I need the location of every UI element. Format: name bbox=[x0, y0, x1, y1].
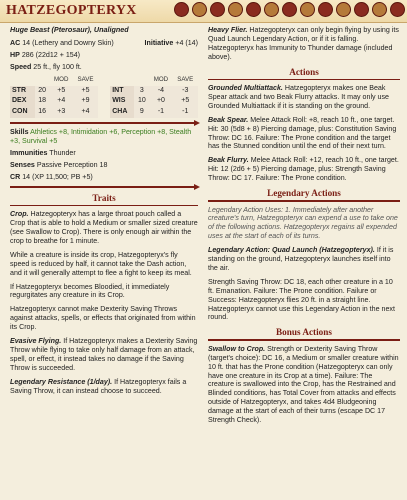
ac-initiative-row: AC 14 (Lethery and Downy Skin) Initiative +4 (14) bbox=[10, 38, 198, 47]
legendary-entry: Strength Saving Throw: DC 18, each other creature in a 10 ft. Emanation. Failure: The Prone condition. Failure or Success: Hatzegopteryx flies 20 ft. in a straight line. Hatzegopteryx cannot use this Legendary Action in the next round. bbox=[208, 277, 395, 322]
gear-icon[interactable] bbox=[282, 2, 297, 17]
tome-icon[interactable] bbox=[390, 2, 405, 17]
hit-points: 286 (22d12 + 154) bbox=[21, 50, 81, 59]
star-icon[interactable] bbox=[318, 2, 333, 17]
action-entry[interactable]: Beak Flurry. Melee Attack Roll: +12, reach 10 ft., one target. Hit: 12 (2d6 + 5) Piercing damage, plus: Strength Saving Throw: DC 17. Failure: The Prone condition. bbox=[208, 156, 399, 183]
toolbar-icons bbox=[174, 2, 405, 17]
legendary-header: Legendary Actions bbox=[267, 188, 341, 199]
trait-entry: Crop. Hatzegopteryx has a large throat pouch called a Crop that is able to hold a Medium or smaller sized creature (see Swallow to Crop). There is only enough air within the crop to breathe for 1 minute. bbox=[10, 210, 198, 245]
ability-row: DEX 18 +4 +9 WIS 10 +0 +5 bbox=[10, 96, 198, 107]
trait-entry: Hatzegopteryx cannot make Dexterity Saving Throws against attacks, spells, or effects that originated from within its Crop. bbox=[10, 305, 196, 332]
ability-row: STR 20 +5 +5 INT 3 -4 -3 bbox=[10, 86, 198, 97]
trait-entry: If Hatzegopteryx becomes Bloodied, it immediately regurgitates any creature in its Crop. bbox=[10, 282, 170, 300]
action-entry[interactable]: Beak Spear. Melee Attack Roll: +8, reach 10 ft., one target. Hit: 30 (5d8 + 8) Piercing damage, plus: Constitution Saving Throw: DC 16. Failure: The Prone condition and the target has the Stunned condition until the end of their next turn. bbox=[208, 115, 397, 151]
actions-header: Actions bbox=[289, 66, 319, 77]
ability-row: CON 16 +3 +4 CHA 9 -1 -1 bbox=[10, 107, 198, 118]
legendary-intro: Legendary Action Uses: 1. Immediately after another creature's turn, Hatzegopteryx can expend a use to take one of the following actions. Hatzegopteryx regains all expended uses at the start of each of its turns. bbox=[208, 205, 398, 241]
ability-table: MOD SAVE MOD SAVE STR 20 +5 +5 INT 3 -4 -3 DEX 18 +4 +9 WIS 10 +0 +5 CON 16 +3 +4 CHA 9 -1 -1 bbox=[10, 75, 198, 119]
monster-title: HATZEGOPTERYX bbox=[6, 3, 137, 18]
divider bbox=[10, 122, 198, 124]
scroll-icon-2[interactable] bbox=[264, 2, 279, 17]
skills[interactable]: Athletics +8, Intimidation +6, Perception +8, Stealth +3, Survival +5 bbox=[10, 128, 192, 146]
right-column bbox=[208, 26, 400, 430]
divider bbox=[10, 186, 198, 188]
scroll-icon[interactable] bbox=[174, 2, 189, 17]
map-icon[interactable] bbox=[210, 2, 225, 17]
trait-entry: While a creature is inside its crop, Hatzegopteryx's fly speed is reduced by half, it cannot take the Dash action, and it will generally attempt to flee a fight to keep its meal. bbox=[10, 250, 192, 277]
left-column: Huge Beast (Pterosaur), Unaligned AC 14 (Lethery and Downy Skin) Initiative +4 (14) HP 286 (22d12 + 154) Speed 25 ft., fly 100 ft. MOD SAVE MOD SAVE STR 20 +5 +5 INT 3 -4 -3 DEX 18 +4 +9 WIS 10 +0 +5 CON 16 +3 +4 CHA 9 -1 -1 Skills Athletics +8, Intimidation +6, Perception +8, Stealth +3, Survival +5 Immunities Thunder Senses Passive Perception 18 CR 14 (XP 11,500; PB +5) Traits Crop. Hatzegopteryx has a large throat pouch called a Crop that is able to hold a Medium or smaller sized creature (see Swallow to Crop). There is only enough air within the crop to breathe for 1 minute. While a creature is inside its crop, Hatzegopteryx's fly speed is reduced by half, it cannot take the Dash action, and it will generally attempt to flee a fight to keep its meal. If Hatzegopteryx becomes Bloodied, it immediately regurgitates any creature in its Crop. Hatzegopteryx cannot make Dexterity Saving Throws against attacks, spells, or effects that originated from within its Crop. Evasive Flying. If Hatzegopteryx makes a Dexterity Saving Throw while flying to take only half damage from an attack, spell, or effect, it instead takes no damage if the Saving Throw is succeeded. Legendary Resistance (1/day). If Hatzegopteryx fails a Saving Throw, it can instead choose to succeed. bbox=[10, 25, 198, 395]
bonus-entry[interactable]: Swallow to Crop. Strength or Dexterity Saving Throw (target's choice): DC 16, a Medium or smaller creature within 10 ft. that has the Prone condition (Hatzegopteryx can only have one creature in its Crop at a time). Failure: The creature is swallowed into the Crop, has the Restrained and Blinded conditions, has Total Cover from attacks and effects outside of Hatzegopteryx, and takes 4d4 Bludgeoning damage at the start of each of their turns (escape DC 17 Strength Check). bbox=[208, 344, 399, 425]
helm-icon[interactable] bbox=[354, 2, 369, 17]
action-entry[interactable]: Grounded Multiattack. Hatzegopteryx makes one Beak Spear attack and two Beak Flurry attacks. It may only use Grounded Multiattack if it is standing on the ground. bbox=[208, 84, 389, 110]
bonus-header: Bonus Actions bbox=[276, 327, 332, 338]
legendary-entry[interactable]: Legendary Action: Quad Launch (Hatzegopteryx). If it is standing on the ground, Hatzegopteryx launches itself into the air. bbox=[208, 246, 394, 272]
immunities: Thunder bbox=[49, 149, 76, 158]
book-icon[interactable] bbox=[192, 2, 207, 17]
flag-icon[interactable] bbox=[336, 2, 351, 17]
shield-icon[interactable] bbox=[228, 2, 243, 17]
armor-class: 14 (Lethery and Downy Skin) bbox=[22, 38, 114, 47]
sword-icon[interactable] bbox=[372, 2, 387, 17]
dice-icon[interactable] bbox=[246, 2, 261, 17]
speed: 25 ft., fly 100 ft. bbox=[33, 62, 82, 71]
trait-entry: Evasive Flying. If Hatzegopteryx makes a Dexterity Saving Throw while flying to take only half damage from an attack, spell, or effect, it instead takes no damage if the Saving Throw is succeeded. bbox=[10, 337, 198, 372]
challenge-rating: 14 (XP 11,500; PB +5) bbox=[22, 172, 93, 181]
trait-entry: Legendary Resistance (1/day). If Hatzegopteryx fails a Saving Throw, it can instead choose to succeed. bbox=[10, 377, 187, 395]
trait-entry: Heavy Flier. Hatzegopteryx can only begin flying by using its Quad Launch Legendary Action, or if it is falling. Hatzegopteryx has Immunity to Thunder damage (included above). bbox=[208, 26, 399, 61]
coin-icon[interactable] bbox=[300, 2, 315, 17]
creature-subtitle: Huge Beast (Pterosaur), Unaligned bbox=[10, 25, 129, 34]
initiative: +4 (14) bbox=[175, 38, 198, 47]
title-bar bbox=[0, 0, 407, 23]
traits-header: Traits bbox=[92, 192, 116, 203]
senses: Passive Perception 18 bbox=[36, 160, 108, 169]
